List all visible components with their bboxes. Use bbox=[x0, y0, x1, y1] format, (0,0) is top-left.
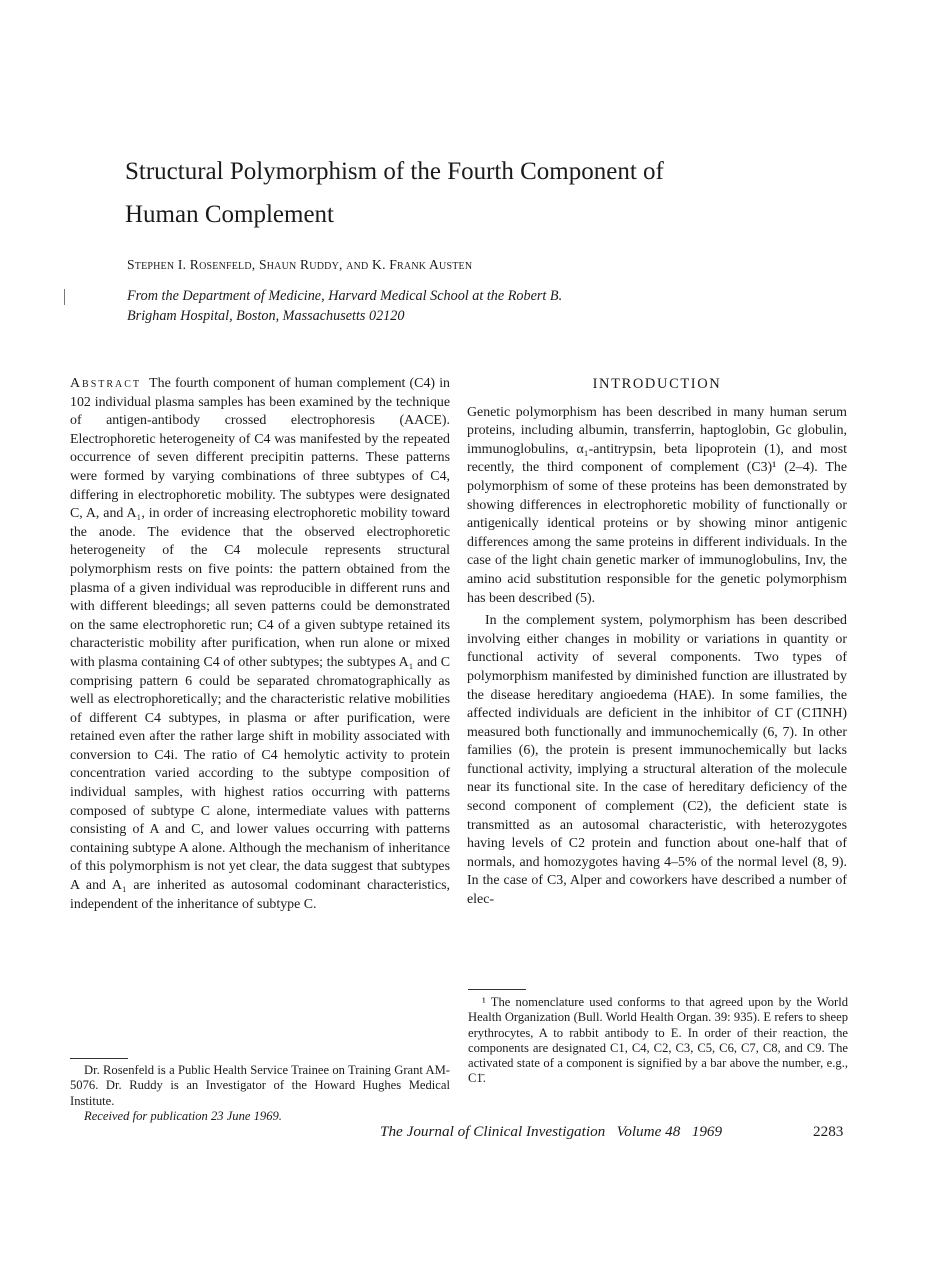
article-title: Structural Polymorphism of the Fourth Component of Human Complement bbox=[125, 158, 664, 228]
affiliation: From the Department of Medicine, Harvard Medical School at the Robert B. Brigham Hospital, Boston, Massachusetts 02120 bbox=[127, 288, 563, 324]
introduction-paragraph-1: Genetic polymorphism has been described in many human serum proteins, including albumin, transferrin, haptoglobin, Gc globulin, immunoglobulins, α₁-antitrypsin, beta lipoprotein (1), and most recently, the third component of complement (C3)¹ (2–4). The polymorphism of some of these proteins has been demonstrated by showing differences in electrophoretic mobility of functionally or antigenically identical proteins or by showing minor antigenic differences among the same proteins in different individuals. In the case of the light chain genetic marker of immunoglobulins, Inv, the amino acid substitution responsible for the genetic polymorphism has been described (5). bbox=[467, 404, 847, 606]
introduction-paragraph-2: In the complement system, polymorphism has been described involving either changes in mobility or variations in quantity or functional activity of several components. Two types of polymorphism manifested by diminished function are illustrated by the disease hereditary angioedema (HAE). In some families, the affected individuals are deficient in the inhibitor of C1̄ (C1̄INH) measured both functionally and immunochemically (6, 7). In other families (6), the protein is present immunochemically but lacks functional activity, implying a structural alteration of the molecule near its functional site. In the case of hereditary deficiency of the second component of complement (C2), the deficient state is transmitted as an autosomal characteristic, with heterozygotes having levels of C2 protein and function about one-half that of normals, and homozygotes having 4–5% of the normal level (8, 9). In the case of C3, Alper and coworkers have described a number of elec- bbox=[467, 613, 847, 908]
abstract-text: The fourth component of human complement (C4) in 102 individual plasma samples has been examined by the technique of antigen-antibody crossed electrophoresis (AACE). Electrophoretic heterogeneity of C4 was manifested by the repeated occurrence of seven different precipitin patterns. These patterns were formed by varying combinations of three subtypes of C4, differing in electrophoretic mobility. The subtypes were designated C, A, and A₁, in order of increasing electrophoretic mobility toward the anode. The evidence that the observed electrophoretic heterogeneity of the C4 molecule represents structural polymorphism rests on five points: the pattern obtained from the plasma of a given individual was reproducible in different runs and with different bleedings; all seven patterns could be demonstrated on the same electrophoretic run; C4 of a given subtype retained its characteristic mobility after purification, when run alone or mixed with plasma containing C4 of other subtypes; the subtypes A₁ and C comprising pattern 6 could be separated chromatographically as well as electrophoretically; and the characteristic relative mobilities of different C4 subtypes, in plasma or after purification, were retained even after the rather large shift in mobility associated with conversion to C4i. The ratio of C4 hemolytic activity to protein concentration varied according to the subtype composition of individual samples, with highest ratios occurring with patterns composed of subtype C alone, intermediate values with patterns consisting of A and C, and lower values occurring with patterns containing subtype A alone. Although the mechanism of inheritance of this polymorphism is not yet clear, the data suggest that subtypes A and A₁ are inherited as autosomal codominant characteristics, independent of the inheritance of subtype C. bbox=[70, 376, 451, 912]
journal-citation: The Journal of Clinical Investigation Volume 48 1969 bbox=[380, 1123, 723, 1140]
right-column bbox=[467, 375, 847, 910]
left-column bbox=[70, 375, 450, 914]
footnote bbox=[468, 995, 848, 1087]
introduction-heading: INTRODUCTION bbox=[592, 376, 722, 392]
margin-mark bbox=[64, 289, 65, 305]
abstract-paragraph bbox=[70, 375, 450, 914]
received-date: Received for publication 23 June 1969. bbox=[84, 1108, 282, 1123]
author-note-text: Dr. Rosenfeld is a Public Health Service Trainee on Training Grant AM-5076. Dr. Ruddy is an Investigator of the Howard Hughes Medical Institute. bbox=[70, 1063, 450, 1108]
abstract-label: Abstract bbox=[70, 376, 142, 391]
footnote-text: ¹ The nomenclature used conforms to that agreed upon by the World Health Organization (Bull. World Health Organ. 39: 935). E refers to sheep erythrocytes, A to rabbit antibody to E. In order of their reaction, the components are designated C1, C4, C2, C3, C5, C6, C7, C8, and C9. The activated state of a component is signified by a bar above the number, e.g., C1̄. bbox=[468, 995, 848, 1086]
page-number: 2283 bbox=[813, 1123, 844, 1140]
author-note-rule bbox=[70, 1058, 128, 1059]
footnote-rule bbox=[468, 989, 526, 990]
author-note bbox=[70, 1063, 450, 1124]
author-list: Stephen I. Rosenfeld, Shaun Ruddy, and K. Frank Austen bbox=[127, 257, 473, 272]
